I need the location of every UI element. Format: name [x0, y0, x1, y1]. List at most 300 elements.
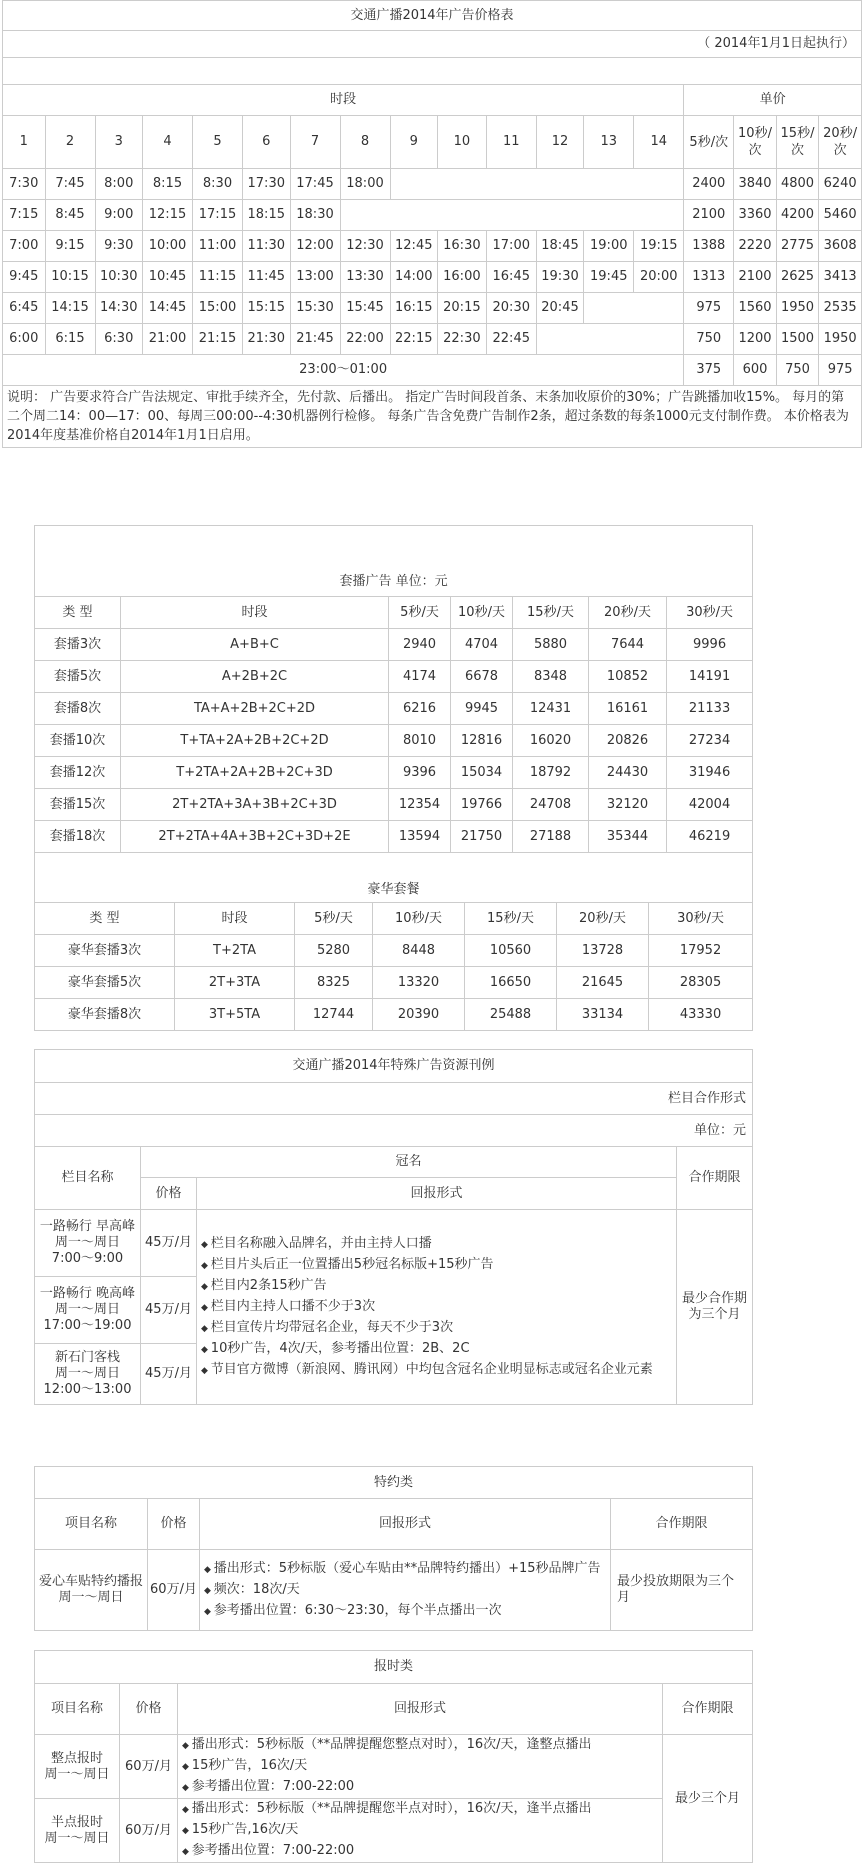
price-cell: 4800	[776, 169, 819, 200]
package-slots: 2T+2TA+3A+3B+2C+3D	[121, 789, 389, 821]
package-price: 18792	[513, 757, 589, 789]
program-row	[35, 1210, 753, 1277]
time-cell: 18:00	[340, 169, 390, 200]
price-cell: 2100	[684, 200, 734, 231]
price-cell: 5460	[819, 200, 862, 231]
time-cell: 6:30	[95, 324, 143, 355]
return-item: ◆ 栏目内2条15秒广告	[201, 1276, 672, 1297]
time-cell: 11:45	[243, 262, 291, 293]
time-cell: 19:15	[634, 231, 684, 262]
package-price: 7644	[589, 629, 667, 661]
package-slots: T+2TA+2A+2B+2C+3D	[121, 757, 389, 789]
time-row	[3, 293, 862, 324]
time-cell: 12:45	[390, 231, 438, 262]
timecheck-title-text: 半点报时	[50, 1814, 103, 1830]
time-cell: 12:15	[143, 200, 193, 231]
luxury-slots: T+2TA	[175, 935, 295, 967]
program-price: 45万/月	[141, 1344, 197, 1405]
luxury-row	[35, 967, 753, 999]
slot-number: 13	[584, 116, 634, 169]
sponsor-period: 最少投放期限为三个月	[611, 1550, 753, 1631]
package-price: 6678	[451, 661, 513, 693]
package-column-header: 15秒/天	[513, 597, 589, 629]
price-cell: 2400	[684, 169, 734, 200]
package-slots: 2T+2TA+4A+3B+2C+3D+2E	[121, 821, 389, 853]
timecheck-name	[35, 1735, 120, 1799]
package-type: 套播8次	[35, 693, 121, 725]
package-price: 16020	[513, 725, 589, 757]
package-row	[35, 757, 753, 789]
time-cell: 13:00	[290, 262, 340, 293]
package-row	[35, 789, 753, 821]
return-item: ◆ 栏目内主持人口播不少于3次	[201, 1297, 672, 1318]
package-price: 2940	[389, 629, 451, 661]
luxury-price: 21645	[557, 967, 649, 999]
night-row	[3, 355, 862, 386]
package-price: 5880	[513, 629, 589, 661]
price-cell: 1388	[684, 231, 734, 262]
luxury-slots: 3T+5TA	[175, 999, 295, 1031]
price-cell: 3413	[819, 262, 862, 293]
luxury-price: 25488	[465, 999, 557, 1031]
luxury-column-header: 5秒/天	[295, 903, 373, 935]
special-form: 栏目合作形式	[35, 1083, 753, 1115]
time-row	[3, 200, 862, 231]
time-cell: 14:30	[95, 293, 143, 324]
luxury-price: 10560	[465, 935, 557, 967]
return-item: ◆ 参考播出位置：7:00-22:00	[182, 1841, 658, 1862]
slot-number: 11	[486, 116, 536, 169]
time-cell: 15:15	[243, 293, 291, 324]
empty-time-cell	[584, 293, 684, 324]
package-price: 24430	[589, 757, 667, 789]
timecheck-col-period: 合作期限	[663, 1684, 753, 1735]
price-cell: 2100	[734, 262, 777, 293]
price-column-header: 5秒/次	[684, 116, 734, 169]
timecheck-table	[34, 1650, 753, 1863]
luxury-price: 33134	[557, 999, 649, 1031]
special-naming-header: 冠名	[141, 1147, 677, 1178]
package-price: 10852	[589, 661, 667, 693]
program-title: 一路畅行 晚高峰	[39, 1286, 136, 1301]
time-cell: 18:15	[243, 200, 291, 231]
price-cell: 1560	[734, 293, 777, 324]
effective-row	[3, 31, 862, 58]
time-cell: 20:30	[486, 293, 536, 324]
time-cell: 8:30	[193, 169, 243, 200]
package-type: 套播12次	[35, 757, 121, 789]
return-item: ◆ 15秒广告，16次/天	[182, 1756, 658, 1777]
package-column-header: 5秒/天	[389, 597, 451, 629]
luxury-price: 12744	[295, 999, 373, 1031]
price-cell: 1950	[819, 324, 862, 355]
price-cell: 600	[734, 355, 777, 386]
time-cell: 17:15	[193, 200, 243, 231]
timecheck-col-return: 回报形式	[178, 1684, 663, 1735]
effective-date: （ 2014年1月1日起执行）	[3, 31, 862, 58]
package-price: 15034	[451, 757, 513, 789]
sponsor-col-price: 价格	[148, 1499, 200, 1550]
sponsor-col-return: 回报形式	[200, 1499, 611, 1550]
timecheck-title-text: 整点报时	[50, 1750, 103, 1766]
price-cell: 2625	[776, 262, 819, 293]
package-type: 套播10次	[35, 725, 121, 757]
package-price: 13594	[389, 821, 451, 853]
price-cell: 6240	[819, 169, 862, 200]
luxury-column-header: 20秒/天	[557, 903, 649, 935]
time-cell: 21:45	[290, 324, 340, 355]
package-row	[35, 661, 753, 693]
luxury-price: 43330	[649, 999, 753, 1031]
luxury-price: 20390	[373, 999, 465, 1031]
package-column-header: 类 型	[35, 597, 121, 629]
luxury-price: 5280	[295, 935, 373, 967]
package-slots: A+B+C	[121, 629, 389, 661]
luxury-price: 13320	[373, 967, 465, 999]
package-price: 12354	[389, 789, 451, 821]
package-row	[35, 629, 753, 661]
luxury-price: 28305	[649, 967, 753, 999]
program-days: 周一～周日	[54, 1302, 120, 1317]
time-cell: 11:30	[243, 231, 291, 262]
time-cell: 14:00	[390, 262, 438, 293]
price-note: 说明： 广告要求符合广告法规定、审批手续齐全，先付款、后播出。 指定广告时间段首条、末条加收原价的30%；广告跳播加收15%。 每月的第二个周二14：00—17：00、每周三00:00--4:30机器例行检修。 每条广告含免费广告制作2条，超过条数的每条1000元支付制作费。 本价格表为2014年度基准价格自2014年1月1日启用。	[3, 386, 862, 448]
special-title: 交通广播2014年特殊广告资源刊例	[35, 1050, 753, 1083]
timecheck-days: 周一～周日	[44, 1830, 110, 1846]
price-cell: 3360	[734, 200, 777, 231]
price-cell: 2775	[776, 231, 819, 262]
time-cell: 11:15	[193, 262, 243, 293]
package-price: 35344	[589, 821, 667, 853]
package-price: 21750	[451, 821, 513, 853]
night-range: 23:00～01:00	[3, 355, 684, 386]
price-cell: 1950	[776, 293, 819, 324]
program-time: 7:00～9:00	[51, 1251, 124, 1266]
sponsor-item-title: 爱心车贴特约播报	[38, 1574, 143, 1589]
program-title: 新石门客栈	[54, 1350, 120, 1365]
package-price: 4174	[389, 661, 451, 693]
time-cell: 9:15	[45, 231, 95, 262]
time-cell: 20:15	[438, 293, 487, 324]
package-type: 套播5次	[35, 661, 121, 693]
package-price: 32120	[589, 789, 667, 821]
time-cell: 20:45	[536, 293, 584, 324]
time-cell: 22:45	[486, 324, 536, 355]
package-price: 16161	[589, 693, 667, 725]
sponsor-table	[34, 1466, 753, 1631]
time-cell: 6:15	[45, 324, 95, 355]
time-cell: 9:00	[95, 200, 143, 231]
package-price: 24708	[513, 789, 589, 821]
slot-number: 12	[536, 116, 584, 169]
luxury-price: 8325	[295, 967, 373, 999]
blank-cell	[3, 58, 862, 85]
program-name	[35, 1277, 141, 1344]
luxury-slots: 2T+3TA	[175, 967, 295, 999]
time-cell: 18:30	[290, 200, 340, 231]
time-cell: 19:00	[584, 231, 634, 262]
time-cell: 6:45	[3, 293, 46, 324]
time-cell: 19:30	[536, 262, 584, 293]
package-type: 套播3次	[35, 629, 121, 661]
return-item: ◆ 栏目宣传片均带冠名企业，每天不少于3次	[201, 1318, 672, 1339]
package-slots: A+2B+2C	[121, 661, 389, 693]
return-item: ◆ 播出形式：5秒标版（**品牌提醒您半点对时），16次/天，逢半点播出	[182, 1799, 658, 1820]
return-item: ◆ 15秒广告,16次/天	[182, 1820, 658, 1841]
time-cell: 11:00	[193, 231, 243, 262]
time-row	[3, 169, 862, 200]
naming-return-list	[197, 1234, 676, 1381]
table-title: 交通广播2014年广告价格表	[3, 1, 862, 31]
time-cell: 17:45	[290, 169, 340, 200]
timecheck-name	[35, 1799, 120, 1863]
time-row	[3, 324, 862, 355]
timecheck-return	[178, 1799, 663, 1863]
time-cell: 8:45	[45, 200, 95, 231]
package-price: 6216	[389, 693, 451, 725]
time-cell: 22:15	[390, 324, 438, 355]
timecheck-row	[35, 1735, 753, 1799]
return-item: ◆ 播出形式：5秒标版（爱心车贴由**品牌特约播出）+15秒品牌广告	[204, 1559, 606, 1580]
time-cell: 10:00	[143, 231, 193, 262]
price-cell: 3608	[819, 231, 862, 262]
return-item: ◆ 节目官方微博（新浪网、腾讯网）中均包含冠名企业明显标志或冠名企业元素	[201, 1360, 672, 1381]
package-type: 套播18次	[35, 821, 121, 853]
package-price: 12431	[513, 693, 589, 725]
luxury-column-header: 15秒/天	[465, 903, 557, 935]
package-title: 套播广告 单位：元	[35, 526, 753, 597]
time-cell: 18:45	[536, 231, 584, 262]
luxury-row	[35, 999, 753, 1031]
price-cell: 2535	[819, 293, 862, 324]
time-cell: 17:30	[243, 169, 291, 200]
package-price: 20826	[589, 725, 667, 757]
luxury-row	[35, 935, 753, 967]
package-row	[35, 821, 753, 853]
price-cell: 1313	[684, 262, 734, 293]
luxury-price: 8448	[373, 935, 465, 967]
slot-number: 1	[3, 116, 46, 169]
package-price: 9945	[451, 693, 513, 725]
program-days: 周一～周日	[54, 1366, 120, 1381]
timecheck-period: 最少三个月	[663, 1735, 753, 1863]
time-cell: 7:00	[3, 231, 46, 262]
sponsor-col-period: 合作期限	[611, 1499, 753, 1550]
price-cell: 4200	[776, 200, 819, 231]
time-cell: 16:00	[438, 262, 487, 293]
package-table	[34, 525, 753, 853]
timecheck-return	[178, 1735, 663, 1799]
main-table-viewport[interactable]	[2, 0, 858, 448]
slot-number: 3	[95, 116, 143, 169]
time-cell: 12:00	[290, 231, 340, 262]
naming-return	[197, 1210, 677, 1405]
slot-number: 9	[390, 116, 438, 169]
empty-time-cell	[536, 324, 684, 355]
sponsor-item-name	[35, 1550, 148, 1631]
return-item: ◆ 参考播出位置：6:30～23:30，每个半点播出一次	[204, 1601, 606, 1622]
package-row	[35, 725, 753, 757]
time-cell: 7:30	[3, 169, 46, 200]
slot-number: 7	[290, 116, 340, 169]
price-column-header: 10秒/次	[734, 116, 777, 169]
time-cell: 10:30	[95, 262, 143, 293]
time-cell: 9:30	[95, 231, 143, 262]
time-cell: 14:45	[143, 293, 193, 324]
time-cell: 16:30	[438, 231, 487, 262]
luxury-type: 豪华套播5次	[35, 967, 175, 999]
return-item: ◆ 栏目名称融入品牌名，并由主持人口播	[201, 1234, 672, 1255]
package-price: 14191	[667, 661, 753, 693]
timecheck-return-list	[178, 1735, 662, 1798]
luxury-column-header: 时段	[175, 903, 295, 935]
package-price: 27234	[667, 725, 753, 757]
price-cell: 975	[684, 293, 734, 324]
return-item: ◆ 频次：18次/天	[204, 1580, 606, 1601]
program-price: 45万/月	[141, 1210, 197, 1277]
time-cell: 21:15	[193, 324, 243, 355]
timecheck-price: 60万/月	[120, 1799, 178, 1863]
sponsor-return-list	[200, 1559, 610, 1622]
price-cell: 3840	[734, 169, 777, 200]
return-item: ◆ 10秒广告，4次/天，参考播出位置：2B、2C	[201, 1339, 672, 1360]
package-column-header: 10秒/天	[451, 597, 513, 629]
luxury-column-header: 10秒/天	[373, 903, 465, 935]
package-column-header: 时段	[121, 597, 389, 629]
program-time: 12:00～13:00	[43, 1382, 132, 1397]
slot-number: 5	[193, 116, 243, 169]
price-cell: 975	[819, 355, 862, 386]
timecheck-price: 60万/月	[120, 1735, 178, 1799]
luxury-type: 豪华套播8次	[35, 999, 175, 1031]
luxury-type: 豪华套播3次	[35, 935, 175, 967]
luxury-price: 13728	[557, 935, 649, 967]
time-cell: 8:00	[95, 169, 143, 200]
time-cell: 21:30	[243, 324, 291, 355]
time-slot-header: 时段	[3, 85, 684, 116]
title-row	[3, 1, 862, 31]
empty-time-cell	[390, 169, 684, 200]
sponsor-col-name: 项目名称	[35, 1499, 148, 1550]
return-item: ◆ 播出形式：5秒标版（**品牌提醒您整点对时），16次/天，逢整点播出	[182, 1735, 658, 1756]
special-col-price: 价格	[141, 1178, 197, 1210]
package-column-header: 20秒/天	[589, 597, 667, 629]
time-cell: 13:30	[340, 262, 390, 293]
time-cell: 15:30	[290, 293, 340, 324]
package-price: 4704	[451, 629, 513, 661]
time-cell: 21:00	[143, 324, 193, 355]
price-cell: 750	[684, 324, 734, 355]
time-cell: 12:30	[340, 231, 390, 262]
time-cell: 22:30	[438, 324, 487, 355]
time-cell: 20:00	[634, 262, 684, 293]
naming-period: 最少合作期为三个月	[677, 1210, 753, 1405]
time-cell: 16:45	[486, 262, 536, 293]
time-cell: 10:45	[143, 262, 193, 293]
package-slots: T+TA+2A+2B+2C+2D	[121, 725, 389, 757]
luxury-header-row	[35, 903, 753, 935]
luxury-column-header: 类 型	[35, 903, 175, 935]
price-cell: 2220	[734, 231, 777, 262]
time-cell: 15:00	[193, 293, 243, 324]
slot-number: 8	[340, 116, 390, 169]
time-cell: 14:15	[45, 293, 95, 324]
time-row	[3, 231, 862, 262]
luxury-price: 16650	[465, 967, 557, 999]
timecheck-col-name: 项目名称	[35, 1684, 120, 1735]
empty-time-cell	[340, 200, 684, 231]
package-price: 9396	[389, 757, 451, 789]
time-cell: 9:45	[3, 262, 46, 293]
time-cell: 7:45	[45, 169, 95, 200]
timecheck-title: 报时类	[35, 1651, 753, 1684]
special-unit: 单位：元	[35, 1115, 753, 1147]
time-row	[3, 262, 862, 293]
price-column-header: 20秒/次	[819, 116, 862, 169]
luxury-table	[34, 852, 753, 1031]
slot-number: 10	[438, 116, 487, 169]
time-cell: 6:00	[3, 324, 46, 355]
group-header-row	[3, 85, 862, 116]
slot-number: 4	[143, 116, 193, 169]
slot-number: 14	[634, 116, 684, 169]
package-price: 21133	[667, 693, 753, 725]
package-header-row	[35, 597, 753, 629]
time-cell: 10:15	[45, 262, 95, 293]
slot-number: 6	[243, 116, 291, 169]
special-col-period: 合作期限	[677, 1147, 753, 1210]
time-cell: 19:45	[584, 262, 634, 293]
program-title: 一路畅行 早高峰	[39, 1219, 136, 1234]
price-cell: 750	[776, 355, 819, 386]
slot-number: 2	[45, 116, 95, 169]
program-time: 17:00～19:00	[43, 1318, 132, 1333]
timecheck-return-list	[178, 1799, 662, 1862]
special-table	[34, 1049, 753, 1405]
price-column-header: 15秒/次	[776, 116, 819, 169]
time-cell: 17:00	[486, 231, 536, 262]
package-price: 27188	[513, 821, 589, 853]
package-price: 9996	[667, 629, 753, 661]
return-item: ◆ 参考播出位置：7:00-22:00	[182, 1777, 658, 1798]
luxury-price: 17952	[649, 935, 753, 967]
time-cell: 16:15	[390, 293, 438, 324]
luxury-title: 豪华套餐	[35, 853, 753, 903]
package-price: 19766	[451, 789, 513, 821]
sponsor-title: 特约类	[35, 1467, 753, 1499]
package-slots: TA+A+2B+2C+2D	[121, 693, 389, 725]
sponsor-item-days: 周一～周日	[58, 1590, 124, 1605]
package-price: 42004	[667, 789, 753, 821]
unit-price-header: 单价	[684, 85, 862, 116]
package-type: 套播15次	[35, 789, 121, 821]
special-col-return: 回报形式	[197, 1178, 677, 1210]
price-cell: 375	[684, 355, 734, 386]
timecheck-col-price: 价格	[120, 1684, 178, 1735]
package-price: 31946	[667, 757, 753, 789]
program-days: 周一～周日	[54, 1235, 120, 1250]
special-col-name: 栏目名称	[35, 1147, 141, 1210]
package-price: 12816	[451, 725, 513, 757]
timecheck-row	[35, 1799, 753, 1863]
price-cell: 1200	[734, 324, 777, 355]
main-price-table	[2, 0, 862, 448]
timecheck-days: 周一～周日	[44, 1766, 110, 1782]
time-cell: 15:45	[340, 293, 390, 324]
program-price: 45万/月	[141, 1277, 197, 1344]
return-item: ◆ 栏目片头后正一位置播出5秒冠名标版+15秒广告	[201, 1255, 672, 1276]
price-cell: 1500	[776, 324, 819, 355]
